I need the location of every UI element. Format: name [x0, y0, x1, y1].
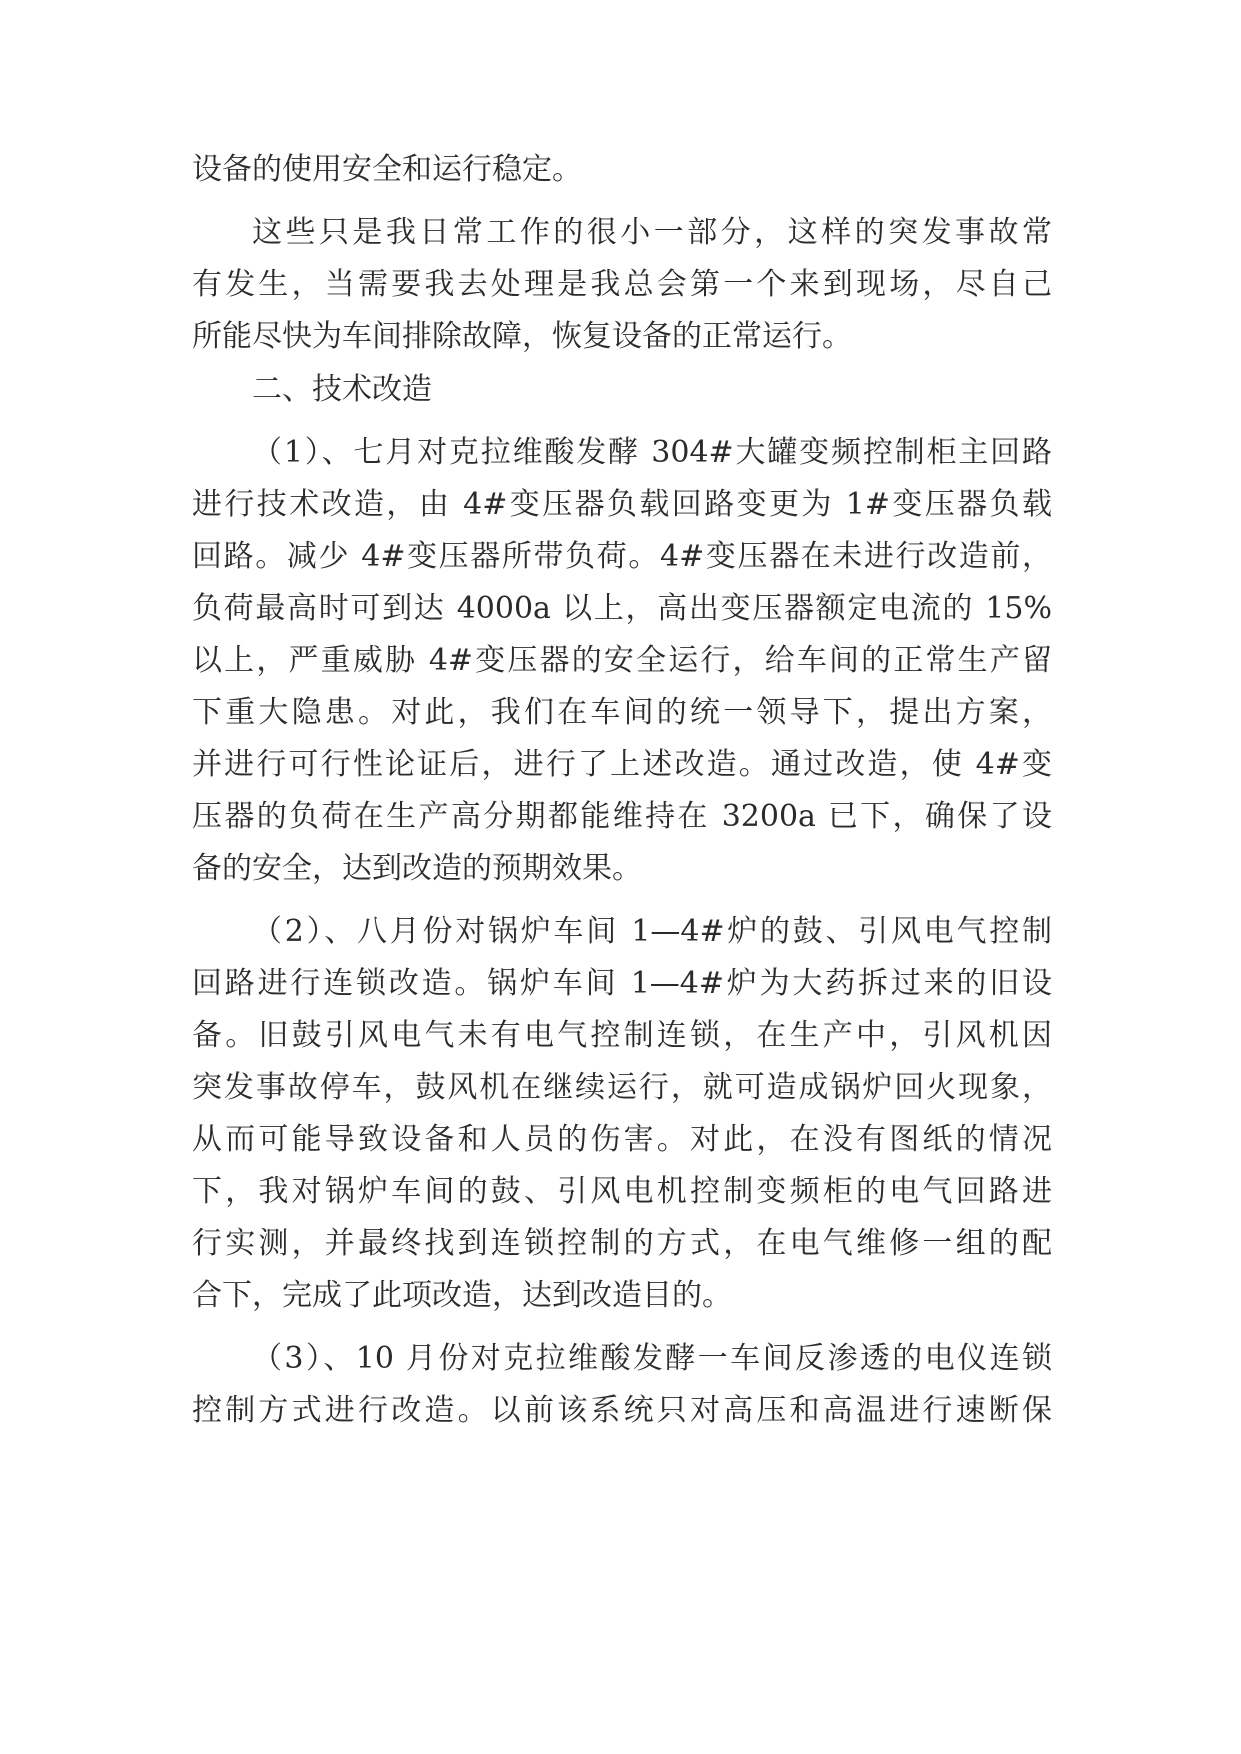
paragraph-line: 负荷最高时可到达 4000a 以上，高出变压器额定电流的 15% — [192, 591, 1052, 626]
paragraph-line: 下，我对锅炉车间的鼓、引风电机控制变频柜的电气回路进 — [192, 1174, 1052, 1209]
paragraph-line: 所能尽快为车间排除故障，恢复设备的正常运行。 — [192, 319, 852, 354]
paragraph-line: 回路。减少 4#变压器所带负荷。4#变压器在未进行改造前， — [192, 539, 1052, 574]
paragraph-line: 回路进行连锁改造。锅炉车间 1—4#炉为大药拆过来的旧设 — [192, 966, 1052, 1001]
paragraph-line: 控制方式进行改造。以前该系统只对高压和高温进行速断保 — [192, 1393, 1052, 1428]
paragraph-line: 从而可能导致设备和人员的伤害。对此，在没有图纸的情况 — [192, 1122, 1052, 1157]
paragraph-line: 行实测，并最终找到连锁控制的方式，在电气维修一组的配 — [192, 1226, 1052, 1261]
paragraph-line: （2）、八月份对锅炉车间 1—4#炉的鼓、引风电气控制 — [252, 914, 1052, 949]
paragraph-line: 压器的负荷在生产高分期都能维持在 3200a 已下，确保了设 — [192, 799, 1052, 834]
paragraph-line: 这些只是我日常工作的很小一部分，这样的突发事故常 — [252, 215, 1052, 250]
paragraph-line: 备的安全，达到改造的预期效果。 — [192, 851, 642, 886]
paragraph-line: 以上，严重威胁 4#变压器的安全运行，给车间的正常生产留 — [192, 643, 1052, 678]
paragraph-line: 合下，完成了此项改造，达到改造目的。 — [192, 1278, 732, 1313]
section-heading: 二、技术改造 — [252, 372, 432, 407]
paragraph-line: 进行技术改造，由 4#变压器负载回路变更为 1#变压器负载 — [192, 487, 1052, 522]
paragraph-line: （3）、10 月份对克拉维酸发酵一车间反渗透的电仪连锁 — [252, 1341, 1052, 1376]
paragraph-line: 下重大隐患。对此，我们在车间的统一领导下，提出方案， — [192, 695, 1052, 730]
paragraph-line: 并进行可行性论证后，进行了上述改造。通过改造，使 4#变 — [192, 747, 1052, 782]
paragraph-line: 设备的使用安全和运行稳定。 — [192, 152, 582, 187]
paragraph-line: 有发生，当需要我去处理是我总会第一个来到现场，尽自己 — [192, 267, 1052, 302]
paragraph-line: （1）、七月对克拉维酸发酵 304#大罐变频控制柜主回路 — [252, 435, 1052, 470]
paragraph-line: 备。旧鼓引风电气未有电气控制连锁，在生产中，引风机因 — [192, 1018, 1052, 1053]
paragraph-line: 突发事故停车，鼓风机在继续运行，就可造成锅炉回火现象， — [192, 1070, 1052, 1105]
